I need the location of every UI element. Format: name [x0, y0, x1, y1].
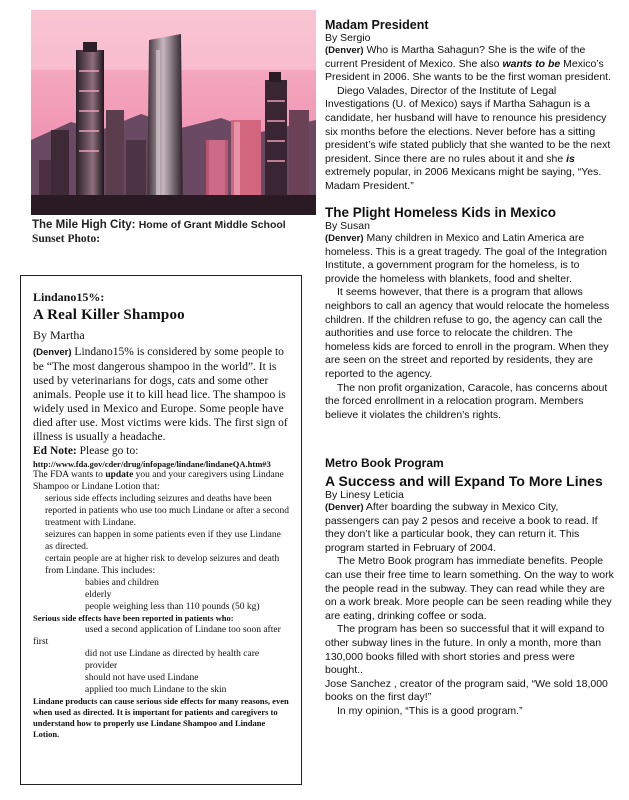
lindane-intro-text: Lindano15% is considered by some people to be “The most dangerous shampoo in the world”. It is used by veterinarians for dogs, cats and some other animals. People use it to kill head lice. The shampoo is widely used in Mexico and Europe. Some people have died after use. Most victims were kids. The first sign of illness is usually a headache. [33, 346, 288, 443]
risk-item: people weighing less than 110 pounds (50 kg) [85, 602, 260, 612]
metro-byline: By Linesy Leticia [325, 489, 404, 501]
metro-p3: The program has been so successful that it will expand to other subway lines in the future. In only a month, more than 130,000 books filled with short stories and press were bought.. [325, 623, 605, 677]
lindane-byline: By Martha [33, 328, 85, 342]
plight-p2: It seems however, that there is a program that allows neighbors to call an agency that would relocate the homeless children. If the children refuse to go, the agency can call the authorities and use force to relocate the children. The homeless kids are forced to enroll in the program. When they are seen on the street and reported by residents, they are reported to the agency. [325, 286, 610, 380]
fda-intro [33, 469, 291, 493]
metro-p2: The Metro Book program has immediate benefits. People can use their free time to learn something. On the way to work the people read in the subway. They can read while they are on a work break. More people can be seen reading while they are eating, drinking coffee or soda. [325, 555, 614, 622]
plight-headline: The Plight Homeless Kids in Mexico [325, 205, 557, 220]
madam-byline: By Sergio [325, 32, 371, 44]
lindane-article [20, 275, 302, 785]
fda-point-2: seizures can happen in some patients even if they use Lindane as directed. [45, 530, 281, 552]
dateline: (Denver) [325, 45, 364, 56]
serious-heading: Serious side effects have been reported in patients who: [33, 613, 234, 623]
lindane-closing: Lindane products can cause serious side effects for many reasons, even when used as directed. It is important for patients and caregivers to understand how to properly use Lindane Shampoo and Lindane Lotion. [33, 696, 289, 739]
metro-book-article [325, 456, 615, 719]
dateline: (Denver) [325, 502, 364, 513]
lindane-kicker: Lindano15%: [33, 290, 105, 304]
metro-headline: A Success and will Expand To More Lines [325, 473, 603, 489]
madam-p2 [325, 85, 615, 194]
homeless-kids-article [325, 205, 615, 422]
photo-caption-subtitle: Home of Grant Middle School [138, 219, 286, 231]
plight-p1 [325, 232, 615, 286]
metro-p1 [325, 501, 615, 555]
metro-p4: Jose Sanchez , creator of the program said, “We sold 18,000 books on the first day!” [325, 677, 608, 704]
dateline: (Denver) [325, 233, 364, 244]
plight-byline: By Susan [325, 220, 370, 232]
madam-p1-emph: wants to be [502, 57, 561, 70]
madam-p1-a: Who is Martha Sahagun? She is the wife of the current President of Mexico. She also [325, 44, 586, 70]
serious-item: used a second application of Lindane too soon after [85, 625, 281, 635]
madam-headline: Madam President [325, 18, 429, 32]
fda-bold: update [105, 470, 134, 480]
lindane-headline: A Real Killer Shampoo [33, 307, 185, 323]
fda-point-1: serious side effects including seizures and deaths have been reported in patients who use too much Lindane or after a second treatment with Lindane. [45, 494, 290, 528]
madam-president-article [325, 18, 615, 194]
serious-item: did not use Lindane as directed by health care provider [85, 649, 260, 671]
fda-post: you and your caregivers using Lindane Shampoo or Lindane Lotion that: [33, 470, 284, 492]
fda-point-3: certain people are at higher risk to develop seizures and death from Lindane. This includes: [45, 554, 280, 576]
fda-link[interactable]: http://www.fda.gov/cder/drug/infopage/lindane/lindaneQA.htm#3 [33, 459, 271, 469]
madam-p1-b: Mexico’s President in 2006. She wants to be the first woman president. [325, 57, 611, 84]
skyline-photo [31, 10, 316, 215]
lindane-intro [33, 345, 291, 444]
photo-credit: Sunset Photo: [32, 233, 101, 245]
madam-p2-emph: is [566, 152, 575, 165]
metro-p1-text: After boarding the subway in Mexico City, passengers can pay 2 pesos and receive a book to read. If they don’t like a particular book, they can return it. This program started in February of 2004. [325, 501, 598, 554]
fda-pre: The FDA wants to [33, 470, 103, 480]
plight-p3: The non profit organization, Caracole, has concerns about the forced enrollment in a relocation program. Members believe it violates the children’s rights. [325, 381, 608, 421]
madam-p2-a: Diego Valades, Director of the Institute of Legal Investigations (U. of Mexico) says if Martha Sahagun is a candidate, her husband will have to renounce his presidency six months before the elections. Never before has a sitting president’s wife stated publicly that she wanted to be the next president. Since there are no rules about it and she [325, 84, 611, 165]
skyline-image [31, 10, 316, 215]
madam-p2-b: extremely popular, in 2006 Mexicans might be saying, “Yes. Madam President.” [325, 166, 602, 192]
ed-note-text: Please go to: [79, 445, 139, 457]
serious-item: should not have used Lindane [85, 673, 199, 683]
photo-caption-title: The Mile High City: [32, 219, 136, 231]
ed-note-label: Ed Note: [33, 445, 77, 457]
risk-item: babies and children [85, 578, 159, 588]
plight-p1-text: Many children in Mexico and Latin America are homeless. This is a great tragedy. The goal of the Integration Institute, a government program for the homeless, is to provide the homeless with blankets, food and shelter. [325, 232, 607, 285]
metro-kicker: Metro Book Program [325, 456, 444, 470]
madam-p1 [325, 44, 615, 85]
risk-item: elderly [85, 590, 112, 600]
serious-item-cont: first [33, 637, 49, 647]
metro-p5: In my opinion, “This is a good program.” [337, 704, 523, 717]
serious-item: applied too much Lindane to the skin [85, 685, 227, 695]
dateline: (Denver) [33, 347, 72, 358]
ed-note [33, 445, 291, 457]
photo-caption [32, 219, 322, 231]
